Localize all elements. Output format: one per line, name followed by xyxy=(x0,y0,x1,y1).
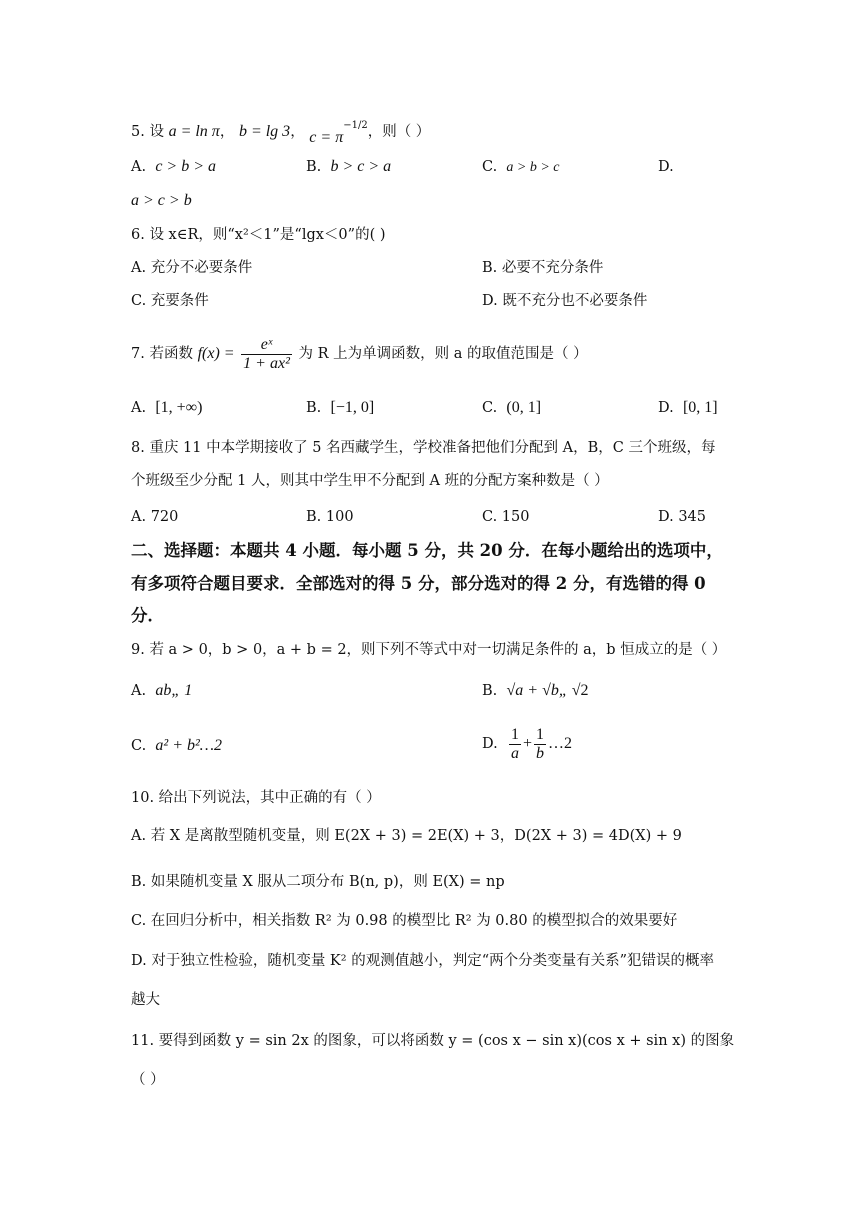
q8-option-b: B. 100 xyxy=(306,509,354,525)
q9-option-c: C. a² + b²…2 xyxy=(131,737,223,754)
q7-option-b: B. [−1, 0] xyxy=(306,399,375,416)
q7-option-c: C. (0, 1] xyxy=(482,399,542,416)
question-9-stem: 9. 若 a > 0，b > 0，a + b = 2，则下列不等式中对一切满足条件的 a，b 恒成立的是（ ） xyxy=(131,642,727,658)
q8-option-d: D. 345 xyxy=(658,509,707,525)
q10-option-b: B. 如果随机变量 X 服从二项分布 B(n, p)，则 E(X) = np xyxy=(131,874,505,890)
q8-option-c: C. 150 xyxy=(482,509,530,525)
q5-option-a: A. c > b > a xyxy=(131,158,217,175)
q6-option-d: D. 既不充分也不必要条件 xyxy=(482,293,648,309)
q5-option-c: C. a > b > c xyxy=(482,159,560,175)
q5-option-b: B. b > c > a xyxy=(306,158,392,175)
q9-d-fraction-1: $\frac{1}{a}$ xyxy=(510,725,519,762)
q10-option-d-line-2: 越大 xyxy=(131,992,160,1008)
q7-denominator: 1 + ax² xyxy=(243,354,290,372)
q5-tail: ，则（ ） xyxy=(367,123,431,140)
section-2-heading-line-2: 有多项符合题目要求．全部选对的得 5 分，部分选对的得 2 分，有选错的得 0 xyxy=(131,574,706,593)
q6-option-b: B. 必要不充分条件 xyxy=(482,260,604,276)
q7-numerator: eˣ xyxy=(241,336,292,355)
question-8-line-1: 8. 重庆 11 中本学期接收了 5 名西藏学生，学校准备把他们分配到 A，B，C 三个班级，每 xyxy=(131,440,716,456)
question-7-stem: 7. 若函数 f(x) = $\frac{\text{eˣ}}{\text{1 + ax²}}$ 为 R 上为单调函数，则 a 的取值范围是（ ） xyxy=(131,335,588,372)
question-6-stem: 6. 设 x∈R，则“x²＜1”是“lgx＜0”的( ) xyxy=(131,227,386,243)
q5-option-d-label: D. xyxy=(658,159,674,175)
q7-option-a: A. [1, +∞) xyxy=(131,399,203,416)
q10-option-d-line-1: D. 对于独立性检验，随机变量 K² 的观测值越小，判定“两个分类变量有关系”犯错误的概率 xyxy=(131,953,715,969)
section-2-heading-line-1: 二、选择题：本题共 4 小题．每小题 5 分，共 20 分．在每小题给出的选项中， xyxy=(131,541,723,560)
q5-prefix: 5. 设 xyxy=(131,123,164,140)
q5-a-definition: a = ln π xyxy=(168,122,220,140)
q6-option-c: C. 充要条件 xyxy=(131,293,209,309)
question-5-stem: 5. 设 a = ln π， b = lg 3， $c = \pi^{-1/2}$，则（ ） xyxy=(131,120,431,146)
q6-option-a: A. 充分不必要条件 xyxy=(131,260,253,276)
q9-d-fraction-2: $\frac{1}{b}$ xyxy=(535,725,544,762)
q7-function-name: f(x) = xyxy=(197,345,235,362)
q7-option-d: D. [0, 1] xyxy=(658,399,718,416)
question-11-line-1: 11. 要得到函数 y = sin 2x 的图象，可以将函数 y = (cos x − sin x)(cos x + sin x) 的图象 xyxy=(131,1033,735,1049)
q5-b-definition: b = lg 3 xyxy=(238,122,291,140)
q8-option-a: A. 720 xyxy=(131,509,179,525)
q9-option-d: D. $\frac{1}{a}$ + $\frac{1}{b}$ …2 xyxy=(482,725,572,762)
question-11-line-2: （ ） xyxy=(131,1072,165,1088)
question-8-line-2: 个班级至少分配 1 人，则其中学生甲不分配到 A 班的分配方案种数是（ ） xyxy=(131,473,609,489)
q5-c-definition: c = π xyxy=(309,128,344,146)
q5-c-exponent: −1/2 xyxy=(343,120,368,131)
q7-fraction xyxy=(241,336,292,373)
question-10-stem: 10. 给出下列说法，其中正确的有（ ） xyxy=(131,790,381,806)
q5-option-d: a > c > b xyxy=(131,192,192,209)
q9-option-b: B. √a + √b„ √2 xyxy=(482,682,589,699)
q9-option-a: A. ab„ 1 xyxy=(131,682,193,699)
section-2-heading-line-3: 分． xyxy=(131,606,164,625)
q10-option-a: A. 若 X 是离散型随机变量，则 E(2X + 3) = 2E(X) + 3，D(2X + 3) = 4D(X) + 9 xyxy=(131,828,682,844)
q10-option-c: C. 在回归分析中，相关指数 R² 为 0.98 的模型比 R² 为 0.80 的模型拟合的效果要好 xyxy=(131,913,678,929)
